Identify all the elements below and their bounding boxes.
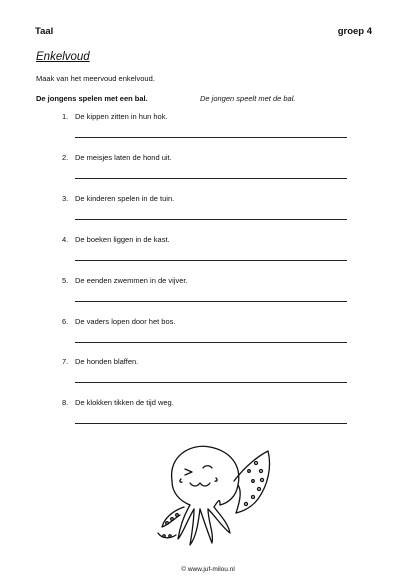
exercise-item-2 <box>0 153 416 193</box>
copyright-footer: © www.juf-milou.nl <box>181 566 235 573</box>
item-number: 8. <box>62 398 69 407</box>
example-plural: De jongens spelen met een bal. <box>36 94 148 103</box>
instruction-text: Maak van het meervoud enkelvoud. <box>36 74 155 83</box>
exercise-item-1 <box>0 112 416 152</box>
subject-label: Taal <box>35 26 54 37</box>
answer-line[interactable] <box>75 219 347 220</box>
item-sentence: De kippen zitten in hun hok. <box>75 112 168 121</box>
item-sentence: De vaders lopen door het bos. <box>75 317 176 326</box>
answer-line[interactable] <box>75 342 347 343</box>
answer-line[interactable] <box>75 382 347 383</box>
exercise-item-4 <box>0 235 416 275</box>
item-sentence: De boeken liggen in de kast. <box>75 235 170 244</box>
item-sentence: De kinderen spelen in de tuin. <box>75 194 175 203</box>
item-number: 1. <box>62 112 69 121</box>
exercise-item-6 <box>0 317 416 357</box>
answer-line[interactable] <box>75 260 347 261</box>
item-sentence: De honden blaffen. <box>75 357 139 366</box>
item-number: 5. <box>62 276 69 285</box>
item-number: 6. <box>62 317 69 326</box>
exercise-item-7 <box>0 357 416 397</box>
octopus-illustration-icon <box>150 441 274 549</box>
item-number: 4. <box>62 235 69 244</box>
item-sentence: De eenden zwemmen in de vijver. <box>75 276 188 285</box>
exercise-item-8 <box>0 398 416 438</box>
answer-line[interactable] <box>75 137 347 138</box>
exercise-item-3 <box>0 194 416 234</box>
answer-line[interactable] <box>75 178 347 179</box>
answer-line[interactable] <box>75 301 347 302</box>
item-number: 7. <box>62 357 69 366</box>
answer-line[interactable] <box>75 423 347 424</box>
exercise-item-5 <box>0 276 416 316</box>
item-number: 2. <box>62 153 69 162</box>
grade-label: groep 4 <box>337 26 372 37</box>
worksheet-title: Enkelvoud <box>36 51 90 63</box>
item-sentence: De meisjes laten de hond uit. <box>75 153 172 162</box>
example-singular: De jongen speelt met de bal. <box>200 94 296 103</box>
item-number: 3. <box>62 194 69 203</box>
item-sentence: De klokken tikken de tijd weg. <box>75 398 174 407</box>
